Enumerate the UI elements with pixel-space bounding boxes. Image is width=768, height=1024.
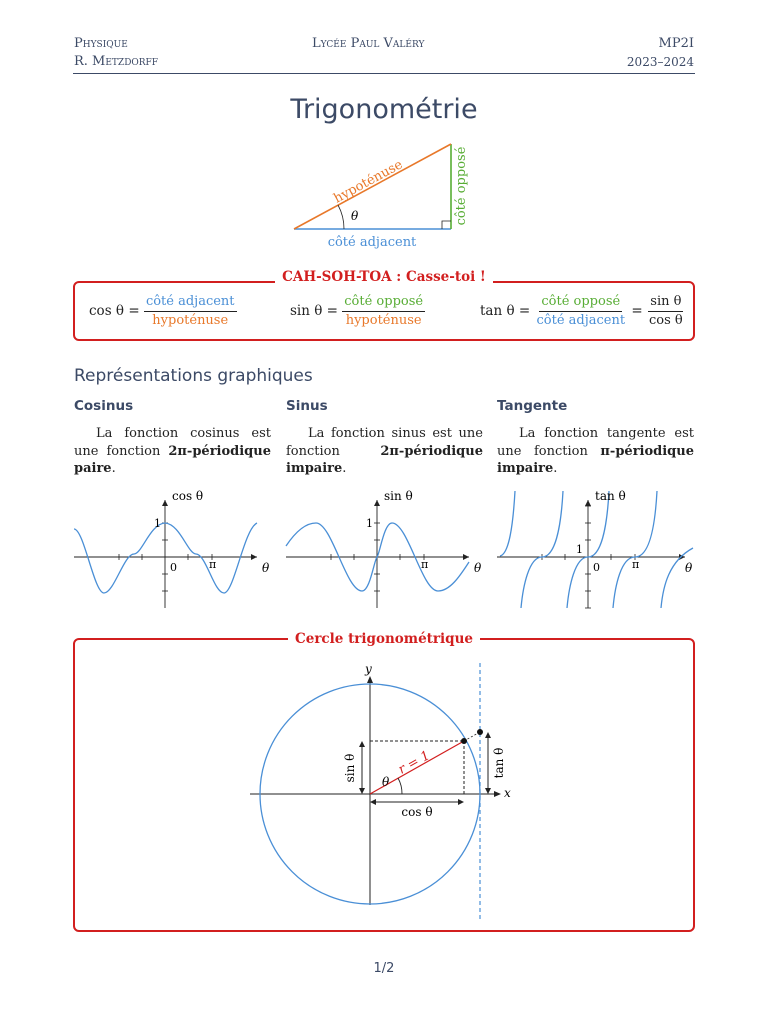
page-title: Trigonométrie: [290, 94, 478, 125]
circle-x-arrow: [494, 791, 501, 797]
circle-y-arrow: [367, 676, 373, 683]
sinus-text-a: La fonction sinus est une fonction: [286, 426, 483, 459]
cos-x-arrow: [251, 554, 257, 560]
sinus-text-bold: 2π-périodique impaire: [286, 443, 483, 476]
tan-plot-xlabel: θ: [685, 561, 693, 575]
sin-plot-xlabel: θ: [474, 561, 482, 575]
circle-angle-label: θ: [382, 775, 390, 789]
cos-plot-origin: 0: [170, 561, 177, 574]
cos-numerator: côté adjacent: [144, 294, 237, 312]
tan-formula: [480, 283, 685, 339]
header-school: Lycée Paul Valéry: [312, 36, 425, 51]
cos-plot-ylabel: cos θ: [172, 489, 204, 503]
cosinus-text-a: La fonction cosinus est une fonction: [74, 426, 271, 459]
tan-equals: =: [631, 303, 643, 319]
sin-numerator: côté opposé: [342, 294, 425, 312]
tangente-text-end: .: [553, 461, 558, 476]
circle-x-label: x: [504, 786, 511, 800]
opposite-label: côté opposé: [454, 146, 469, 226]
circle-tan-label: tan θ: [492, 747, 506, 779]
sin-plot: [284, 486, 484, 614]
tan-fraction: [535, 294, 628, 329]
cah-box-title-wrap: [0, 269, 768, 285]
circle-y-label: y: [365, 662, 372, 676]
tan-plot-xtick: π: [632, 558, 640, 571]
circle-sin-label: sin θ: [343, 753, 357, 783]
sin-denominator: hypoténuse: [345, 312, 422, 328]
circle-box-title: Cercle trigonométrique: [288, 631, 480, 647]
right-angle-marker: [442, 221, 451, 229]
sin-y-arrow: [374, 500, 380, 506]
tan-plot-origin: 0: [593, 561, 600, 574]
circle-cos-label: cos θ: [401, 805, 433, 819]
sin-plot-xtick: π: [421, 558, 429, 571]
sinus-text-end: .: [342, 461, 347, 476]
sin-plot-ytick: 1: [366, 517, 373, 530]
hypotenuse-label: hypoténuse: [331, 157, 406, 207]
cosinus-text: [74, 425, 271, 478]
cos-lhs: cos θ =: [89, 303, 140, 319]
triangle-angle-label: θ: [351, 209, 359, 223]
tan-ratio-denominator: cos θ: [649, 312, 683, 328]
tan-y-arrow: [585, 500, 591, 506]
radius-label: r = 1: [395, 748, 433, 778]
adjacent-label: côté adjacent: [327, 235, 417, 250]
sin-fraction: [342, 294, 425, 329]
cosinus-text-bold: 2π-périodique paire: [74, 443, 271, 476]
sin-x-arrow: [463, 554, 469, 560]
tangente-text-bold: π-périodique impaire: [497, 443, 694, 476]
cah-box-title: CAH-SOH-TOA : Casse-toi !: [275, 269, 493, 285]
tan-plot-ylabel: tan θ: [595, 489, 626, 503]
header-author: R. Metzdorff: [74, 54, 159, 69]
cosinus-title: Cosinus: [74, 398, 134, 414]
tangent-point: [477, 729, 483, 735]
tangente-text: [497, 425, 694, 478]
header-class: MP2I: [658, 36, 694, 51]
trig-circle-figure: [240, 655, 530, 920]
cos-curve: [74, 523, 257, 593]
sin-plot-ylabel: sin θ: [384, 489, 413, 503]
tan-denominator: côté adjacent: [536, 312, 626, 328]
angle-arc: [338, 205, 344, 229]
header-rule: [73, 73, 695, 74]
tangente-text-a: La fonction tangente est une fonction: [497, 426, 694, 459]
sin-formula: [290, 283, 425, 339]
cos-plot-xtick: π: [209, 558, 217, 571]
header-year: 2023–2024: [626, 55, 694, 69]
circle-angle-arc: [398, 778, 402, 794]
cos-plot: [72, 486, 272, 614]
tan-ratio-numerator: sin θ: [648, 294, 683, 312]
cos-plot-xlabel: θ: [262, 561, 270, 575]
tan-numerator: côté opposé: [539, 294, 622, 312]
cos-fraction: [144, 294, 237, 329]
circle-point: [461, 738, 467, 744]
circle-box-title-wrap: [0, 628, 768, 647]
tan-ratio-fraction: [647, 294, 685, 329]
cos-plot-ytick: 1: [154, 517, 161, 530]
cosinus-text-end: .: [111, 461, 116, 476]
sinus-text: [286, 425, 483, 478]
tan-plot-ytick: 1: [576, 543, 583, 556]
cos-formula: [89, 283, 237, 339]
sinus-title: Sinus: [286, 398, 328, 414]
cos-y-arrow: [162, 500, 168, 506]
tangente-title: Tangente: [497, 398, 568, 414]
cah-soh-toa-box: [73, 281, 695, 341]
header-subject: Physique: [74, 36, 128, 51]
tan-lhs: tan θ =: [480, 303, 531, 319]
tan-plot: [495, 486, 700, 614]
sin-lhs: sin θ =: [290, 303, 338, 319]
cos-denominator: hypoténuse: [152, 312, 229, 328]
triangle-figure: [280, 138, 480, 253]
page-number: 1/2: [373, 961, 395, 976]
graphs-heading: Représentations graphiques: [74, 366, 313, 386]
tan-curve: [500, 491, 693, 608]
